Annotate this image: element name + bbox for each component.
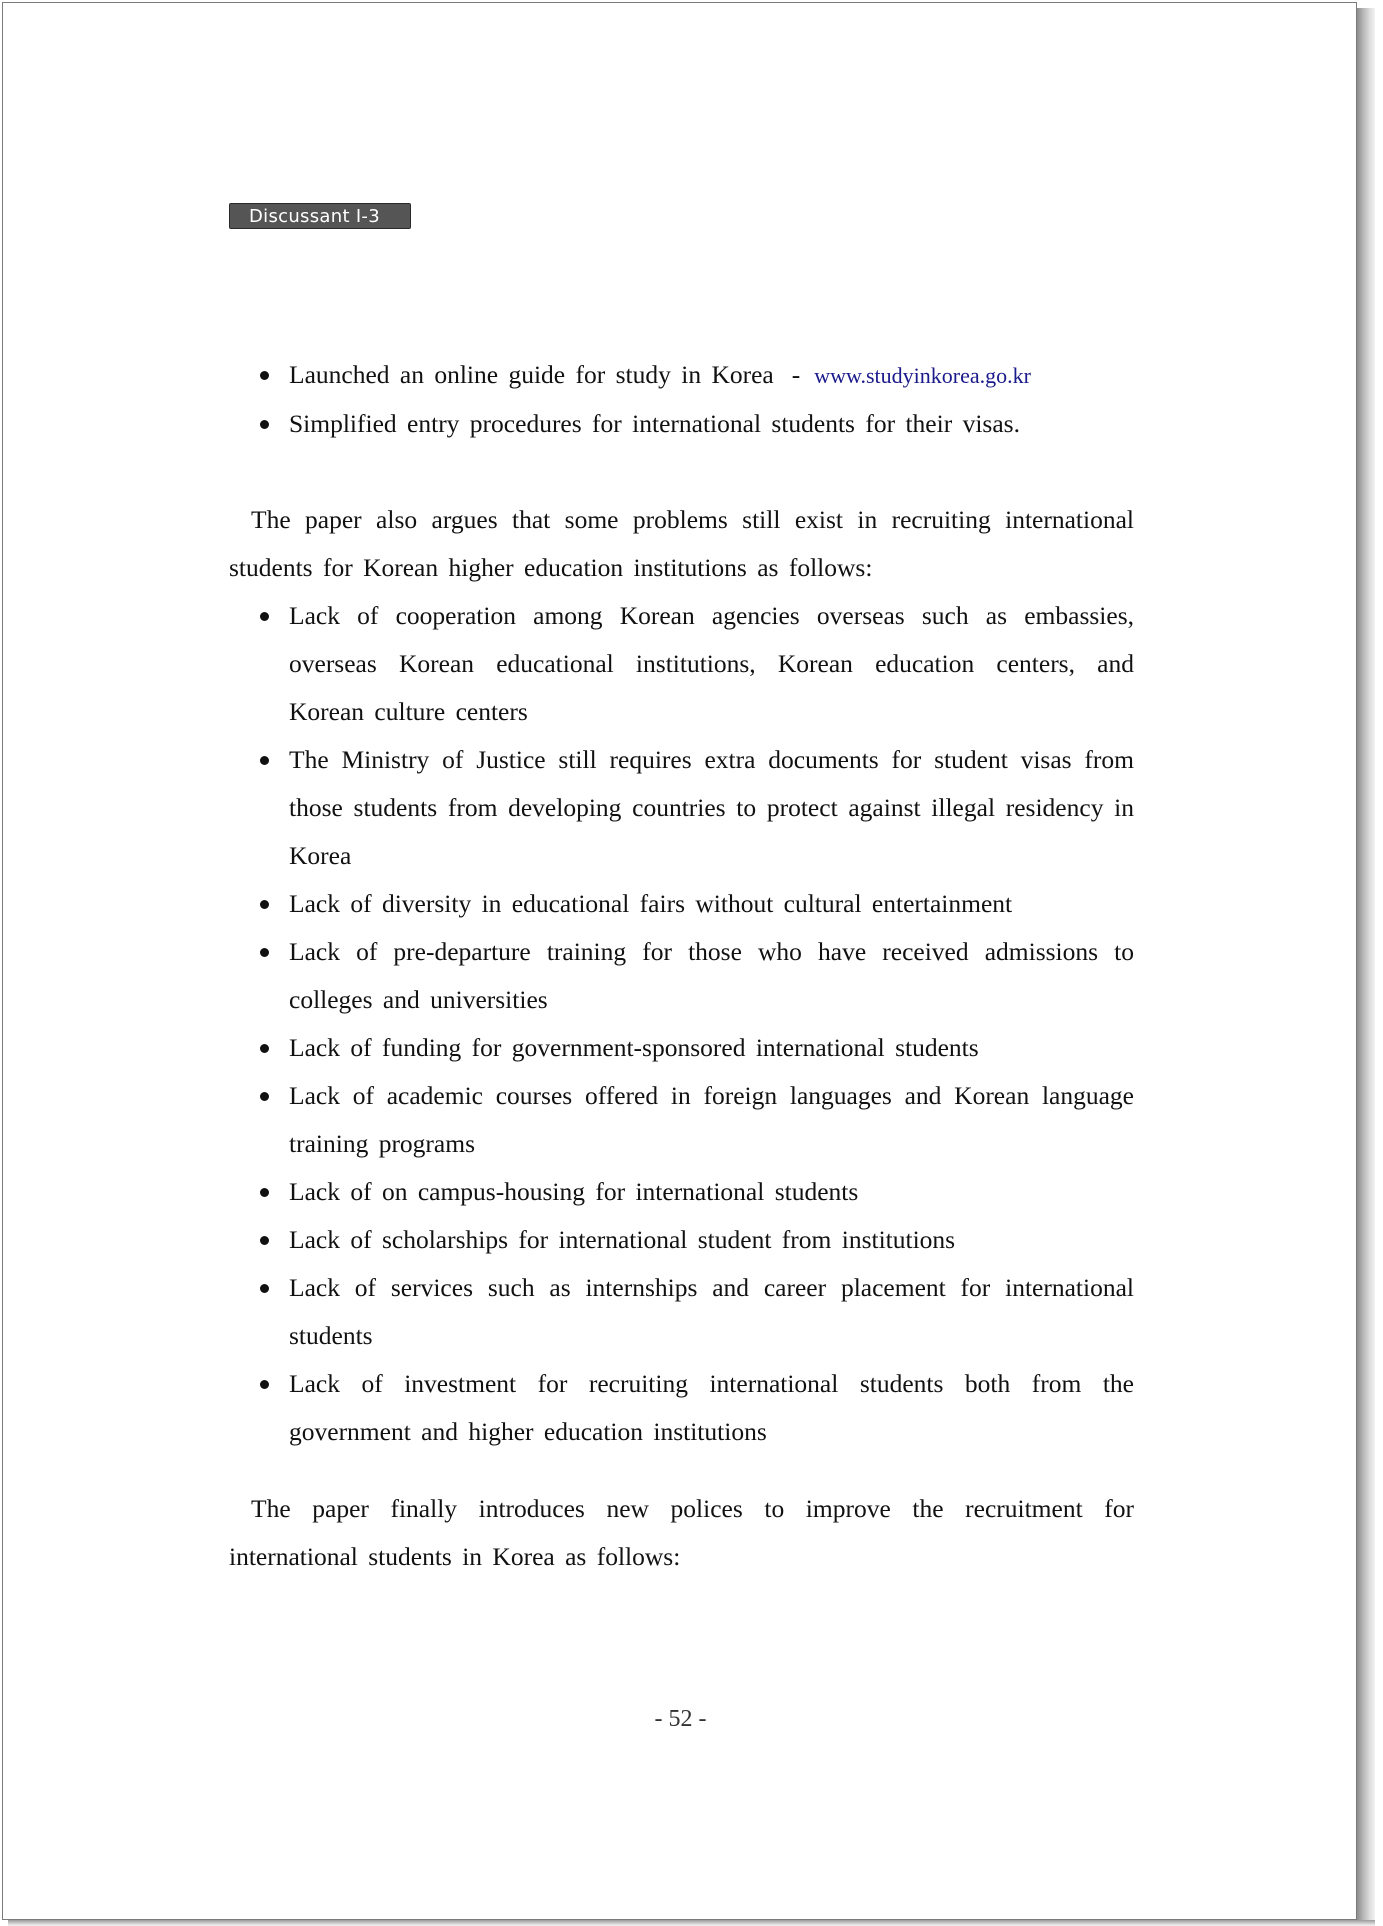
list-item-text: Launched an online guide for study in Korea (289, 360, 774, 389)
page-shadow-right (1357, 8, 1375, 1922)
list-item (229, 400, 1134, 448)
paragraph-problems-intro: The paper also argues that some problems still exist in recruiting international students for Korean higher education institutions as follows: (229, 505, 1134, 582)
list-item-text: Simplified entry procedures for international students for their visas. (289, 409, 1020, 438)
list-item: The Ministry of Justice still requires extra documents for student visas from those students from developing countries to protect against illegal residency in Korea (229, 736, 1134, 880)
list-item: Lack of cooperation among Korean agencies overseas such as embassies, overseas Korean educational institutions, Korean education centers, and Korean culture centers (229, 592, 1134, 736)
bullet-list-problems (229, 592, 1134, 1456)
document-page (2, 2, 1357, 1920)
page-body (229, 351, 1134, 1581)
list-item: Lack of pre-departure training for those who have received admissions to colleges and universities (229, 928, 1134, 1024)
bullet-list-initiatives (229, 351, 1134, 448)
section-tag: Discussant Ⅰ-3 (229, 203, 411, 229)
list-item (229, 351, 1134, 400)
study-in-korea-link[interactable]: www.studyinkorea.go.kr (814, 363, 1031, 388)
paragraph-new-policies-intro: The paper finally introduces new polices to improve the recruitment for international students in Korea as follows: (229, 1494, 1134, 1571)
list-item: Lack of funding for government-sponsored international students (229, 1024, 1134, 1072)
list-item: Lack of investment for recruiting international students both from the government and higher education institutions (229, 1360, 1134, 1456)
list-item: Lack of scholarships for international student from institutions (229, 1216, 1134, 1264)
page-shadow-bottom (8, 1920, 1375, 1926)
list-item: Lack of services such as internships and career placement for international students (229, 1264, 1134, 1360)
list-item: Lack of on campus-housing for international students (229, 1168, 1134, 1216)
separator-dash: - (791, 360, 801, 389)
list-item: Lack of academic courses offered in foreign languages and Korean language training programs (229, 1072, 1134, 1168)
list-item: Lack of diversity in educational fairs without cultural entertainment (229, 880, 1134, 928)
page-number: - 52 - (654, 1706, 707, 1732)
